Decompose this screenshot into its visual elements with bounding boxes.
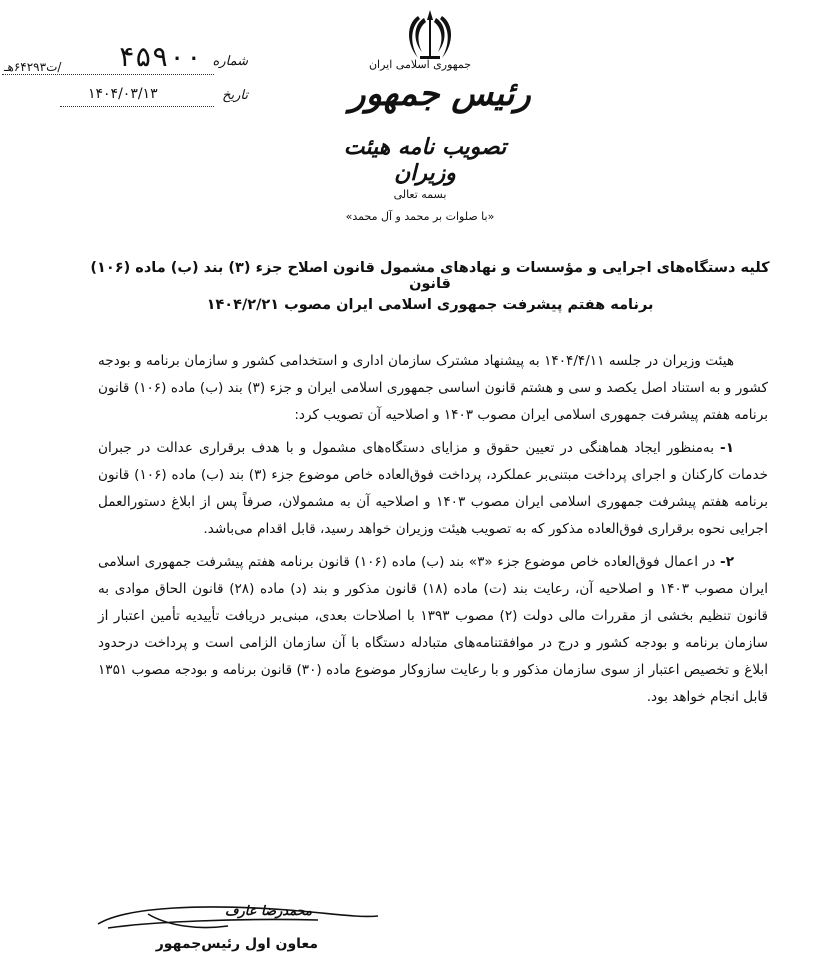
clause-2-number: ۲- [720,554,734,570]
letter-date-row [0,86,250,110]
decree-body [98,348,768,717]
document-type: تصویب نامه هیئت وزیران [343,134,507,186]
subject-line-2: برنامه هفتم پیشرفت جمهوری اسلامی ایران مصوب ۱۴۰۴/۲/۲۱ [206,297,654,313]
subject-line-1: کلیه دستگاه‌های اجرایی و مؤسسات و نهادهای مشمول قانون اصلاح جزء (۳) بند (ب) ماده (۱۰۶) قانون [90,260,770,292]
number-value: ۴۵۹۰۰ [118,40,203,73]
bismillah-line: بسمه تعالی [393,188,447,201]
clause-2-text: در اعمال فوق‌العاده خاص موضوع جزء «۳» بند (ب) ماده (۱۰۶) قانون برنامه هفتم پیشرفت جمهوری اسلامی ایران مصوب ۱۴۰۳ و اصلاحیه آن، رعایت بند (ت) ماده (۱۸) قانون مذکور و بند (د) ماده (۲۸) قانون الحاق موادی به قانون تنظیم بخشی از مقررات مالی دولت (۲) مصوب ۱۳۹۳ با اصلاحات بعدی، مبنی‌بر دریافت تأییدیه تأمین اعتبار از سازمان برنامه و بودجه کشور و درج در موافقتنامه‌های متبادله دستگاه با آن سازمان الزامی است و پرداخت درحدود ابلاغ و تخصیص اعتبار از سوی سازمان مذکور و با رعایت سازوکار موضوع ماده (۳۰) قانون برنامه و بودجه مصوب ۱۳۵۱ قابل انجام خواهد بود. [98,554,768,705]
clause-1 [98,435,768,543]
signatory-name: محمدرضا عارف [225,904,312,919]
date-label: تاریخ [222,88,248,103]
number-label: شماره [212,54,248,69]
intro-paragraph: هیئت وزیران در جلسه ۱۴۰۴/۴/۱۱ به پیشنهاد مشترک سازمان اداری و استخدامی کشور و سازمان برنامه و بودجه کشور و به استناد اصل یکصد و سی و هشتم قانون اساسی جمهوری اسلامی ایران و جزء (۳) بند (ب) ماده (۱۰۶) قانون برنامه هفتم پیشرفت جمهوری اسلامی ایران مصوب ۱۴۰۳ و اصلاحیه آن تصویب کرد: [98,353,768,423]
iran-emblem-icon [400,6,460,66]
clause-1-number: ۱- [720,440,734,456]
date-value: ۱۴۰۴/۰۳/۱۳ [88,86,158,102]
letter-number-row [0,38,250,78]
country-name: جمهوری اسلامی ایران [368,58,472,71]
office-title: رئیس جمهور [349,74,531,114]
clause-1-text: به‌منظور ایجاد هماهنگی در تعیین حقوق و مزایای دستگاه‌های مشمول و با هدف برقراری عدالت در جبران خدمات کارکنان و اجرای پرداخت مبتنی‌بر عملکرد، پرداخت فوق‌العاده خاص موضوع جزء (۳) بند (ب) ماده (۱۰۶) قانون برنامه هفتم پیشرفت جمهوری اسلامی ایران مصوب ۱۴۰۳ و اصلاحیه آن به مشمولان، صرفاً پس از ابلاغ دستورالعمل اجرایی نحوه برقراری فوق‌العاده مذکور که به تصویب هیئت وزیران خواهد رسید، قابل اقدام می‌باشد. [98,440,769,537]
number-dotted-line [2,74,214,75]
date-dotted-line [60,106,214,107]
number-code: /ت۶۴۲۹۳هـ [4,60,62,74]
clause-2 [98,549,768,711]
salavat-line: «با صلوات بر محمد و آل محمد» [345,210,495,223]
signatory-role: معاون اول رئیس‌جمهور [155,936,318,952]
